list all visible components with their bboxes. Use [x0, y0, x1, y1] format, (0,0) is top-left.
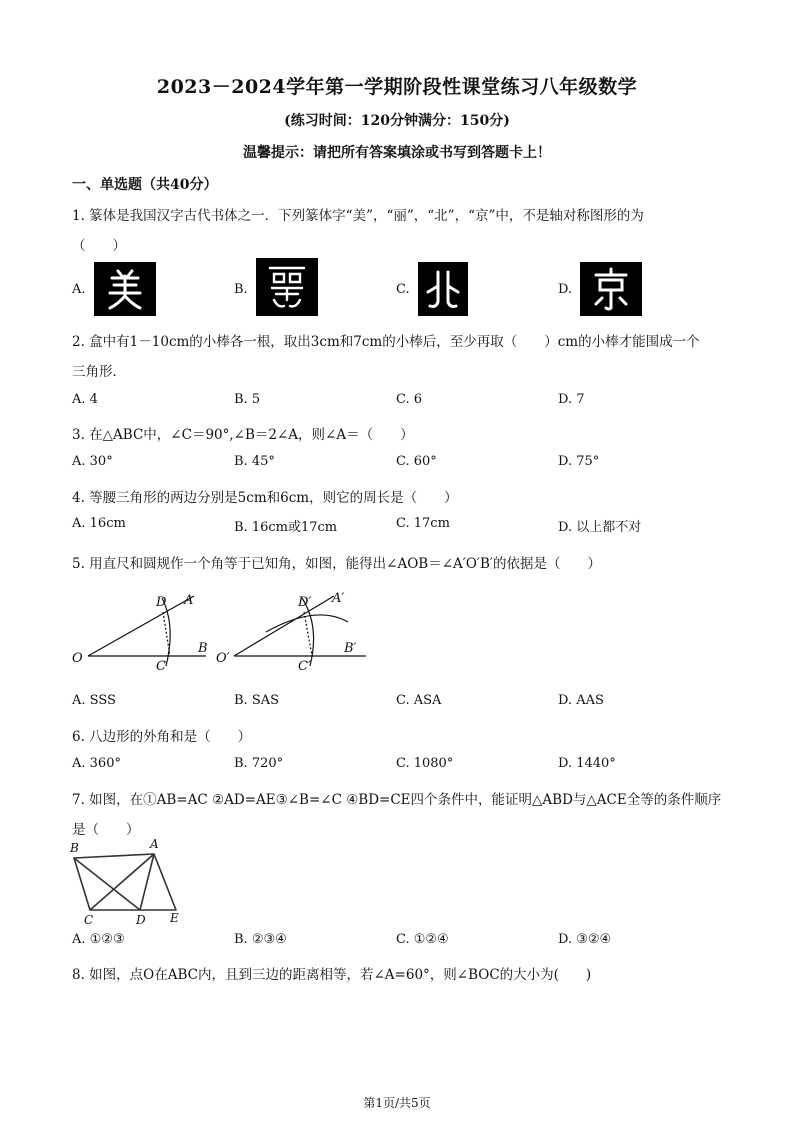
label-e: E — [170, 911, 179, 925]
q2-option-c: C. 6 — [396, 392, 423, 407]
q1-seal-image-a — [94, 262, 156, 316]
seal-glyph-jing — [580, 262, 642, 316]
q2-option-b: B. 5 — [234, 392, 261, 407]
q7-option-c: C. ①②④ — [396, 932, 449, 947]
q1-seal-image-c — [418, 262, 468, 316]
label-a-prime: A′ — [332, 591, 345, 606]
label-b: B — [70, 841, 79, 855]
label-c-prime: C′ — [298, 659, 311, 674]
label-c: C — [84, 913, 94, 927]
q5-option-d: D. AAS — [558, 693, 604, 708]
label-b-prime: B′ — [344, 641, 357, 656]
page-footer: 第1页/共5页 — [363, 1096, 431, 1110]
label-d: D — [136, 913, 146, 927]
seal-glyph-li — [256, 258, 318, 316]
label-b: B — [198, 641, 208, 656]
q2-stem-cont: 三角形． — [72, 364, 126, 380]
label-a: A — [184, 593, 194, 608]
q2-option-d: D. 7 — [558, 392, 585, 407]
q1-stem: 1. 篆体是我国汉字古代书体之一．下列篆体字“美”，“丽”，“北”，“京”中，不是轴对称图形的为 — [72, 208, 644, 224]
q3-option-a: A. 30° — [72, 454, 113, 469]
page-title: 2023－2024学年第一学期阶段性课堂练习八年级数学 — [156, 76, 638, 98]
q6-option-a: A. 360° — [72, 756, 121, 771]
q2-option-a: A. 4 — [72, 392, 98, 407]
q6-option-b: B. 720° — [234, 756, 284, 771]
seal-glyph-mei — [94, 262, 156, 316]
segment-ad — [140, 854, 154, 910]
q6-option-d: D. 1440° — [558, 756, 616, 771]
q5-stem: 5. 用直尺和圆规作一个角等于已知角，如图，能得出∠AOB＝∠A′O′B′的依据是（ ） — [72, 556, 601, 572]
q3-stem: 3. 在△ABC中，∠C＝90°,∠B＝2∠A，则∠A＝（ ） — [72, 427, 414, 443]
segment-ac — [90, 854, 154, 910]
q1-option-c-label: C. — [396, 282, 410, 297]
q7-option-d: D. ③②④ — [558, 932, 612, 947]
q3-option-b: B. 45° — [234, 454, 275, 469]
q4-option-d: D. 以上都不对 — [558, 520, 642, 535]
section-heading: 一、单选题（共40分） — [72, 177, 218, 193]
q1-seal-image-d — [580, 262, 642, 316]
ray-oa-prime — [234, 596, 334, 656]
q5-option-c: C. ASA — [396, 693, 442, 708]
q1-option-d-label: D. — [558, 282, 573, 297]
q5-figure — [66, 584, 386, 676]
q5-option-a: A. SSS — [72, 693, 116, 708]
q1-option-a-label: A. — [72, 282, 86, 297]
label-o: O — [72, 651, 83, 666]
label-d-prime: D′ — [298, 595, 312, 610]
outline-b-a-e-c — [74, 854, 176, 910]
q7-stem-cont: 是（ ） — [72, 822, 140, 838]
label-d: D — [156, 595, 167, 610]
exam-time-info: (练习时间：120分钟满分：150分) — [284, 113, 510, 129]
q1-seal-image-b — [256, 258, 318, 316]
q4-option-b: B. 16cm或17cm — [234, 520, 338, 535]
label-a: A — [150, 838, 159, 851]
q6-option-c: C. 1080° — [396, 756, 454, 771]
ray-oa — [88, 596, 194, 656]
q5-option-b: B. SAS — [234, 693, 280, 708]
q4-stem: 4. 等腰三角形的两边分别是5cm和6cm，则它的周长是（ ） — [72, 490, 458, 506]
q3-option-c: C. 60° — [396, 454, 437, 469]
q4-option-a: A. 16cm — [72, 516, 126, 531]
seal-glyph-bei — [418, 262, 468, 316]
q7-figure — [66, 838, 196, 928]
q7-stem: 7. 如图，在①AB=AC ②AD=AE③∠B=∠C ④BD=CE四个条件中，能证明△ABD与△ACE全等的条件顺序 — [72, 792, 722, 808]
q6-stem: 6. 八边形的外角和是（ ） — [72, 729, 252, 745]
label-o-prime: O′ — [216, 651, 230, 666]
q2-stem: 2. 盒中有1－10cm的小棒各一根，取出3cm和7cm的小棒后，至少再取（ ）cm的小棒才能围成一个 — [72, 334, 700, 350]
q8-stem: 8. 如图，点O在ABC内，且到三边的距离相等，若∠A=60°，则∠BOC的大小为( ) — [72, 967, 592, 983]
q4-option-c: C. 17cm — [396, 516, 450, 531]
q1-option-b-label: B. — [234, 282, 248, 297]
segment-bd — [74, 858, 140, 910]
q3-option-d: D. 75° — [558, 454, 600, 469]
q7-option-b: B. ②③④ — [234, 932, 287, 947]
label-c: C — [156, 659, 166, 674]
q1-stem-bracket: （ ） — [72, 238, 126, 254]
exam-notice: 温馨提示：请把所有答案填涂或书写到答题卡上！ — [243, 145, 551, 161]
q7-option-a: A. ①②③ — [72, 932, 125, 947]
